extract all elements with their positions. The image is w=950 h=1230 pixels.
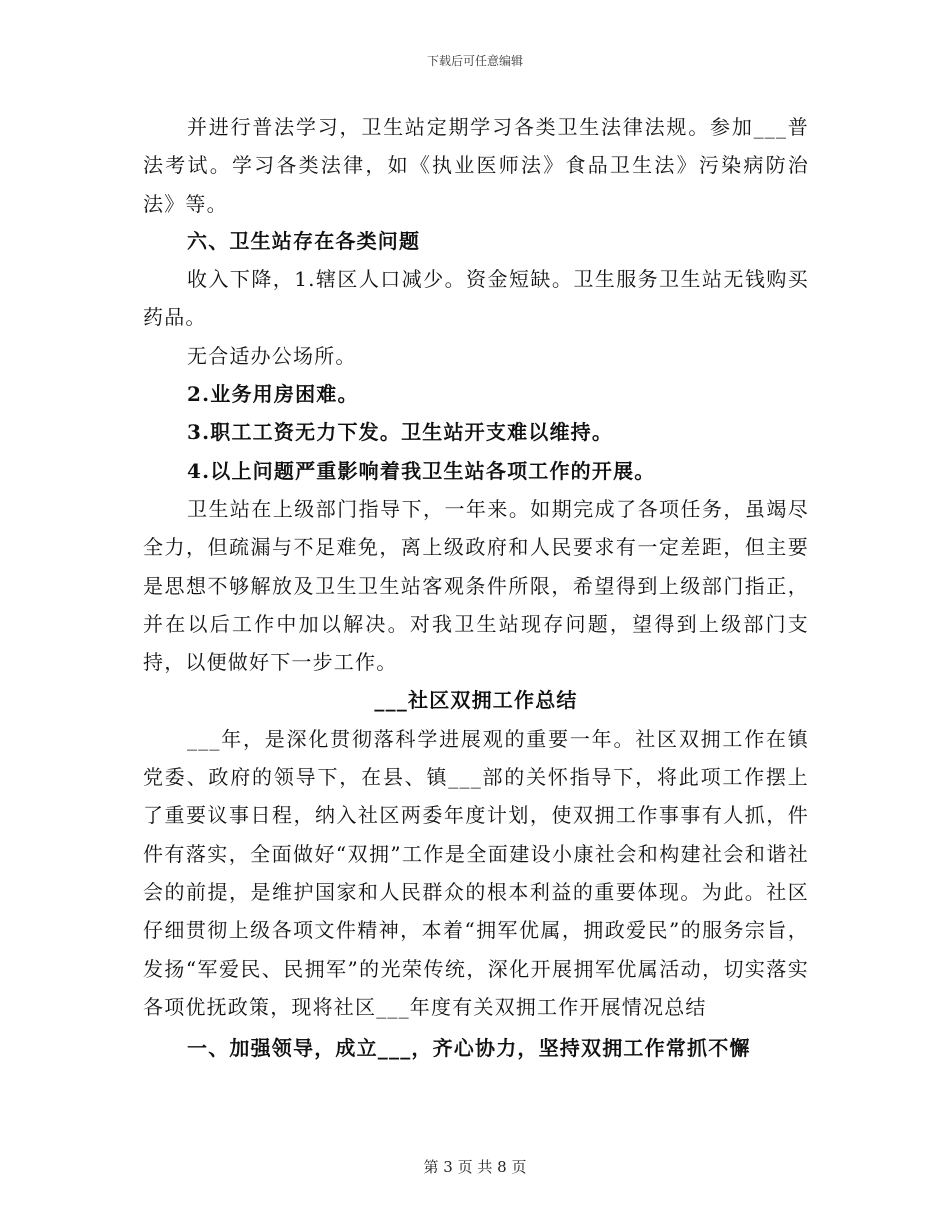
document-body — [143, 108, 809, 1067]
item-impact: 4.以上问题严重影响着我卫生站各项工作的开展。 — [187, 458, 656, 483]
paragraph-conclusion: 卫生站在上级部门指导下，一年来。如期完成了各项任务，虽竭尽全力，但疏漏与不足难免，离上级政府和人民要求有一定差距，但主要是思想不够解放及卫生卫生站客观条件所限，希望得到上级部门指正，并在以后工作中加以解决。对我卫生站现存问题，望得到上级部门支持，以便做好下一步工作。 — [143, 496, 809, 675]
item-salary: 3.职工工资无力下发。卫生站开支难以维持。 — [187, 420, 614, 445]
document-title: ___社区双拥工作总结 — [374, 688, 578, 713]
paragraph-intro-shuangyong: ___年，是深化贯彻落科学进展观的重要一年。社区双拥工作在镇党委、政府的领导下，在县、镇___部的关怀指导下，将此项工作摆上了重要议事日程，纳入社区两委年度计划，使双拥工作事事有人抓，件件有落实，全面做好“双拥”工作是全面建设小康社会和构建社会和谐社会的前提，是维护国家和人民群众的根本利益的重要体现。为此。社区仔细贯彻上级各项文件精神，本着“拥军优属，拥政爱民”的服务宗旨，发扬“军爱民、民拥军”的光荣传统，深化开展拥军优属活动，切实落实各项优抚政策，现将社区___年度有关双拥工作开展情况总结 — [143, 726, 809, 1019]
paragraph-income-decline: 收入下降，1.辖区人口减少。资金短缺。卫生服务卫生站无钱购买药品。 — [143, 267, 809, 330]
section-heading-leadership: 一、加强领导，成立___，齐心协力，坚持双拥工作常抓不懈 — [187, 1036, 751, 1061]
paragraph-law-study: 并进行普法学习，卫生站定期学习各类卫生法律法规。参加___普法考试。学习各类法律，如《执业医师法》食品卫生法》污染病防治法》等。 — [143, 115, 809, 216]
page-footer: 第 3 页 共 8 页 — [423, 1158, 527, 1176]
section-heading-problems: 六、卫生站存在各类问题 — [187, 228, 421, 253]
paragraph-no-office: 无合适办公场所。 — [187, 343, 357, 368]
page-header: 下载后可任意编辑 — [426, 54, 523, 68]
item-business-housing: 2.业务用房困难。 — [187, 382, 359, 407]
